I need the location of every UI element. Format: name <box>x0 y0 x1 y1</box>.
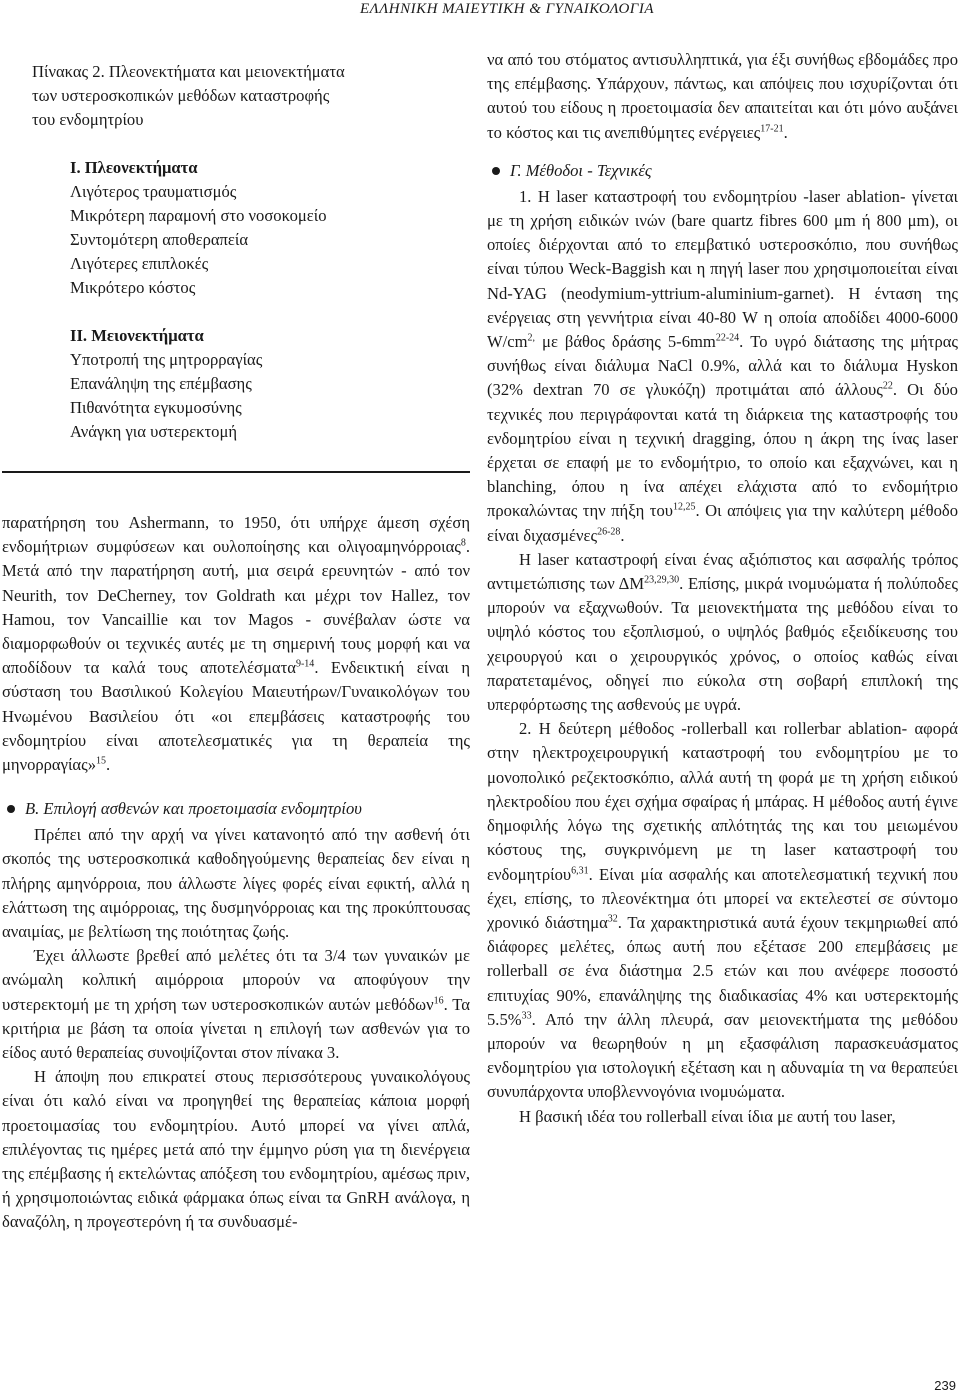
paragraph <box>487 548 958 717</box>
citation: 9-14 <box>295 658 315 670</box>
advantage-item: Συντομότερη αποθεραπεία <box>70 230 249 249</box>
text-run: . Τα κριτήρια με βάση τα οποία γίνεται η επιλογή των ασθενών για το είδος αυτό θεραπείας συνοψίζονται στον πίνακα 3. <box>2 994 470 1063</box>
text-run: με βάθος δράσης 5-6mm <box>535 332 716 352</box>
text-run: . Ενδεικτική είναι η σύσταση του Βασιλικού Κολεγίου Μαιευτήρων/Γυναικολόγων του Ηνωμένου Βασιλείου ότι «οι επεμβάσεις καταστροφής του ενδομητρίου είναι αποτελεσματικές για τη θεραπεία της μηνορραγίας» <box>2 658 470 775</box>
paragraph <box>2 944 470 1065</box>
citation: 22 <box>882 380 893 392</box>
citation: 6,31 <box>571 864 589 876</box>
table-disadvantages <box>32 324 470 444</box>
text-run: . Από την άλλη πλευρά, σαν μειονεκτήματα της μεθόδου μπορούν να θεωρηθούν η μη εξασφάλιση παρασκευάσματος ενδομητρίου για ιστολογική εξέταση και η αδυναμία τη να θεραπεύει συνυπάρχοντα υποβλεννογόνια ινομυώματα. <box>487 1009 958 1102</box>
section-heading-text: Β. Επιλογή ασθενών και προετοιμασία ενδομητρίου <box>25 799 362 819</box>
paragraph <box>2 511 470 777</box>
disadvantage-item: Επανάληψη της επέμβασης <box>70 374 252 393</box>
text-run: . Μετά από την παρατήρηση αυτή, μια σειρά ερευνητών - από τον Neurith, τον DeCherney, τον Goldrath και μέχρι τον Hallez, τον Hamou, τον Vancaillie και τον Magos - συνέβαλαν ώστε να διαμορφωθούν οι τεχνικές αυτές με τη σημερινή τους μορφή και να αποδίδουν τα καλά τους αποτελέσματα <box>2 537 470 678</box>
citation: 8 <box>460 537 466 549</box>
table-caption-line: του ενδομητρίου <box>32 110 144 129</box>
text-run: . <box>106 755 111 775</box>
paragraph <box>487 717 958 1104</box>
section-heading-c <box>487 159 958 183</box>
text-run: . <box>783 122 788 142</box>
table-advantages <box>32 156 470 300</box>
advantage-item: Μικρότερο κόστος <box>70 278 196 297</box>
paragraph <box>487 48 958 145</box>
advantage-item: Λιγότερες επιπλοκές <box>70 254 209 273</box>
table-bottom-rule <box>2 471 470 473</box>
section-heading-b <box>2 797 470 821</box>
table-2 <box>2 60 470 444</box>
citation: 15 <box>96 755 106 767</box>
superscript: 2, <box>527 332 536 344</box>
text-run: . <box>620 525 625 545</box>
citation: 33 <box>521 1010 532 1022</box>
table-caption-line: Πίνακας 2. Πλεονεκτήματα και μειονεκτήματα <box>32 62 345 81</box>
text-run: 1. Η laser καταστροφή του ενδομητρίου -laser ablation- γίνεται με τη χρήση ειδικών ινών (bare quartz fibres 600 μm ή 800 μm), οι οποίες διέρχονται από το επεμβατικό υστεροσκόπιο, που συνήθως είναι τύπου Weck-Baggish και η πηγή laser που χρησιμοποιείται είναι Nd-YAG (neodymium-yttrium-aluminium-garnet). Η ένταση της ενέργειας στη γεννήτρια είναι 40-80 W η οποία αποδίδει 4000-6000 W/cm <box>487 186 958 352</box>
bullet-icon <box>492 167 500 175</box>
bullet-icon <box>7 805 15 813</box>
text-run: . Οι απόψεις για την καλύτερη μέθοδο είναι διχασμένες <box>487 501 959 545</box>
table-caption-line: των υστεροσκοπικών μεθόδων καταστροφής <box>32 86 330 105</box>
text-run: Η laser καταστροφή είναι ένας αξιόπιστος και ασφαλής τρόπος αντιμετώπισης των ΔΜ <box>487 549 958 594</box>
citation: 26-28 <box>597 526 621 538</box>
text-run: 2. Η δεύτερη μέθοδος -rollerball και rollerbar ablation- αφορά στην ηλεκτροχειρουργική καταστροφή του ενδομητρίου με το μονοπολικό ρεζεκτοσκόπιο, αλλά αυτή τη φορά με τη χρήση ειδικού ηλεκτροδίου που έχει σχήμα σφαίρας ή μπάρας. Η μέθοδος αυτή έγινε δημοφιλής λόγω της σχετικής απλότητάς της και του μειωμένου κόστους της, συγκρινόμενη με τη laser καταστροφή του ενδομητρίου <box>487 719 958 884</box>
page-number: 239 <box>934 1378 956 1393</box>
paragraph: Η βασική ιδέα του rollerball είναι ίδια με αυτή του laser, <box>519 1106 896 1126</box>
running-head: ΕΛΛΗΝΙΚΗ ΜΑΙΕΥΤΙΚΗ & ΓΥΝΑΙΚΟΛΟΓΙΑ <box>359 1 654 17</box>
citation: 12,25 <box>673 501 696 513</box>
text-run: να από του στόματος αντισυλληπτικά, για έξι συνήθως εβδομάδες προ της επέμβασης. Υπάρχουν, πάντως, και απόψεις που ισχυρίζονται ότι αυτού του είδους η προετοιμασία δεν απαιτείται και ότι μόνο αυξάνει το κόστος και τις ανεπιθύμητες ενέργειες <box>487 50 958 142</box>
right-column <box>487 48 958 1129</box>
disadvantage-item: Υποτροπή της μητρορραγίας <box>70 350 263 369</box>
disadvantages-heading: ΙΙ. Μειονεκτήματα <box>70 326 204 345</box>
section-heading-text: Γ. Μέθοδοι - Τεχνικές <box>510 160 652 180</box>
text-run: . Το υγρό διάτασης της μήτρας συνήθως είναι διάλυμα NaCl 0.9%, αλλά και το διάλυμα Hyskon (32% dextran 70 σε γλυκόζη) προτιμάται από άλλους <box>487 332 958 400</box>
citation: 23,29,30 <box>644 574 680 586</box>
left-column <box>2 48 470 1235</box>
advantage-item: Μικρότερη παραμονή στο νοσοκομείο <box>70 206 327 225</box>
text-run: . Είναι μία ασφαλής και αποτελεσματική τεχνική που έχει, επίσης, το πλεονέκτημα ότι μπορεί να εκτελεστεί σε σύντομο χρονικό διάστημα <box>487 864 958 932</box>
text-run: . Επίσης, μικρά ινομυώματα ή πολύποδες μπορούν να εξαχνωθούν. Τα μειονεκτήματα της μεθόδου είναι το υψηλό κόστος του εξοπλισμού, ο υψηλός βαθμός εξειδίκευσης του χειρουργού και ο χειρουργικός χρόνος, ο οποίος καθώς είναι παρατεταμένος, οδηγεί πιο εύκολα στη σοβαρή επιπλοκή της υπερφόρτωσης της ασθενούς με υγρά. <box>487 574 958 715</box>
paragraph: Πρέπει από την αρχή να γίνει κατανοητό από την ασθενή ότι σκοπός της υστεροσκοπικά καθοδηγούμενης θεραπείας δεν είναι η πλήρης αμηνόρροια, που άλλωστε λίγες φορές είναι εφικτή, αλλά η ελάττωση της αιμόρροιας, της δυσμηνόρροιας και της προκύπτουσας αναιμίας, με βελτίωση της ποιότητας ζωής. <box>2 825 470 942</box>
citation: 22-24 <box>715 332 740 344</box>
paragraph <box>487 185 958 548</box>
advantages-heading: Ι. Πλεονεκτήματα <box>70 158 198 177</box>
disadvantage-item: Πιθανότητα εγκυμοσύνης <box>70 398 242 417</box>
paragraph: Η άποψη που επικρατεί στους περισσότερους γυναικολόγους είναι ότι καλό είναι να προηγηθεί της θεραπείας κάποια μορφή προετοιμασίας του ενδομητρίου. Αυτό μπορεί να γίνει απλά, επιλέγοντας τις ημέρες μετά από την έμμηνο ρύση για τη διενέργεια της επέμβασης ή εκτελώντας απόξεση του ενδομητρίου, αμέσως πριν, ή χρησιμοποιώντας ειδικά φάρμακα όπως είναι τα GnRH ανάλογα, η δαναζόλη, η προγεστερόνη ή τα συνδυασμέ- <box>2 1067 470 1232</box>
citation: 16 <box>433 995 444 1007</box>
citation: 17-21 <box>760 123 784 135</box>
text-run: . Τα χαρακτηριστικά αυτά έχουν τεκμηριωθεί από διάφορες μελέτες, όπως αυτή που εξέτασε 200 επεμβάσεις με rollerball σε ένα διάστημα 2.5 ετών και που ανέφερε ποσοστό επιτυχίας 90%, επανάληψης της διαδικασίας 4% και υστερεκτομής 5.5% <box>487 912 959 1029</box>
text-run: Έχει άλλωστε βρεθεί από μελέτες ότι τα 3/4 των γυναικών με ανώμαλη κολπική αιμόρροια μπορούν να αποφύγουν την υστερεκτομή με τη χρήση των υστεροσκοπικών αυτών μεθόδων <box>2 946 470 1014</box>
disadvantage-item: Ανάγκη για υστερεκτομή <box>70 422 238 441</box>
citation: 32 <box>607 913 618 925</box>
advantage-item: Λιγότερος τραυματισμός <box>70 182 237 201</box>
text-run: . Οι δύο τεχνικές που περιγράφονται κατά τη διάρκεια της καταστροφής του ενδομητρίου είναι η τεχνική dragging, όπου η άκρη της ίνας laser έρχεται σε επαφή με το ενδομήτριο, το οποίο και εξαχνώνει, και η blanching, όπου η ίνα απέχει ελάχιστα από το ενδομήτριο προκαλώντας την πήξη του <box>487 380 958 521</box>
table-caption <box>32 60 470 132</box>
text-run: παρατήρηση του Ashermann, το 1950, ότι υπήρχε άμεση σχέση ενδομήτριων συμφύσεων και ουλοποίησης και ολιγοαμηνόρροιας <box>2 513 470 557</box>
